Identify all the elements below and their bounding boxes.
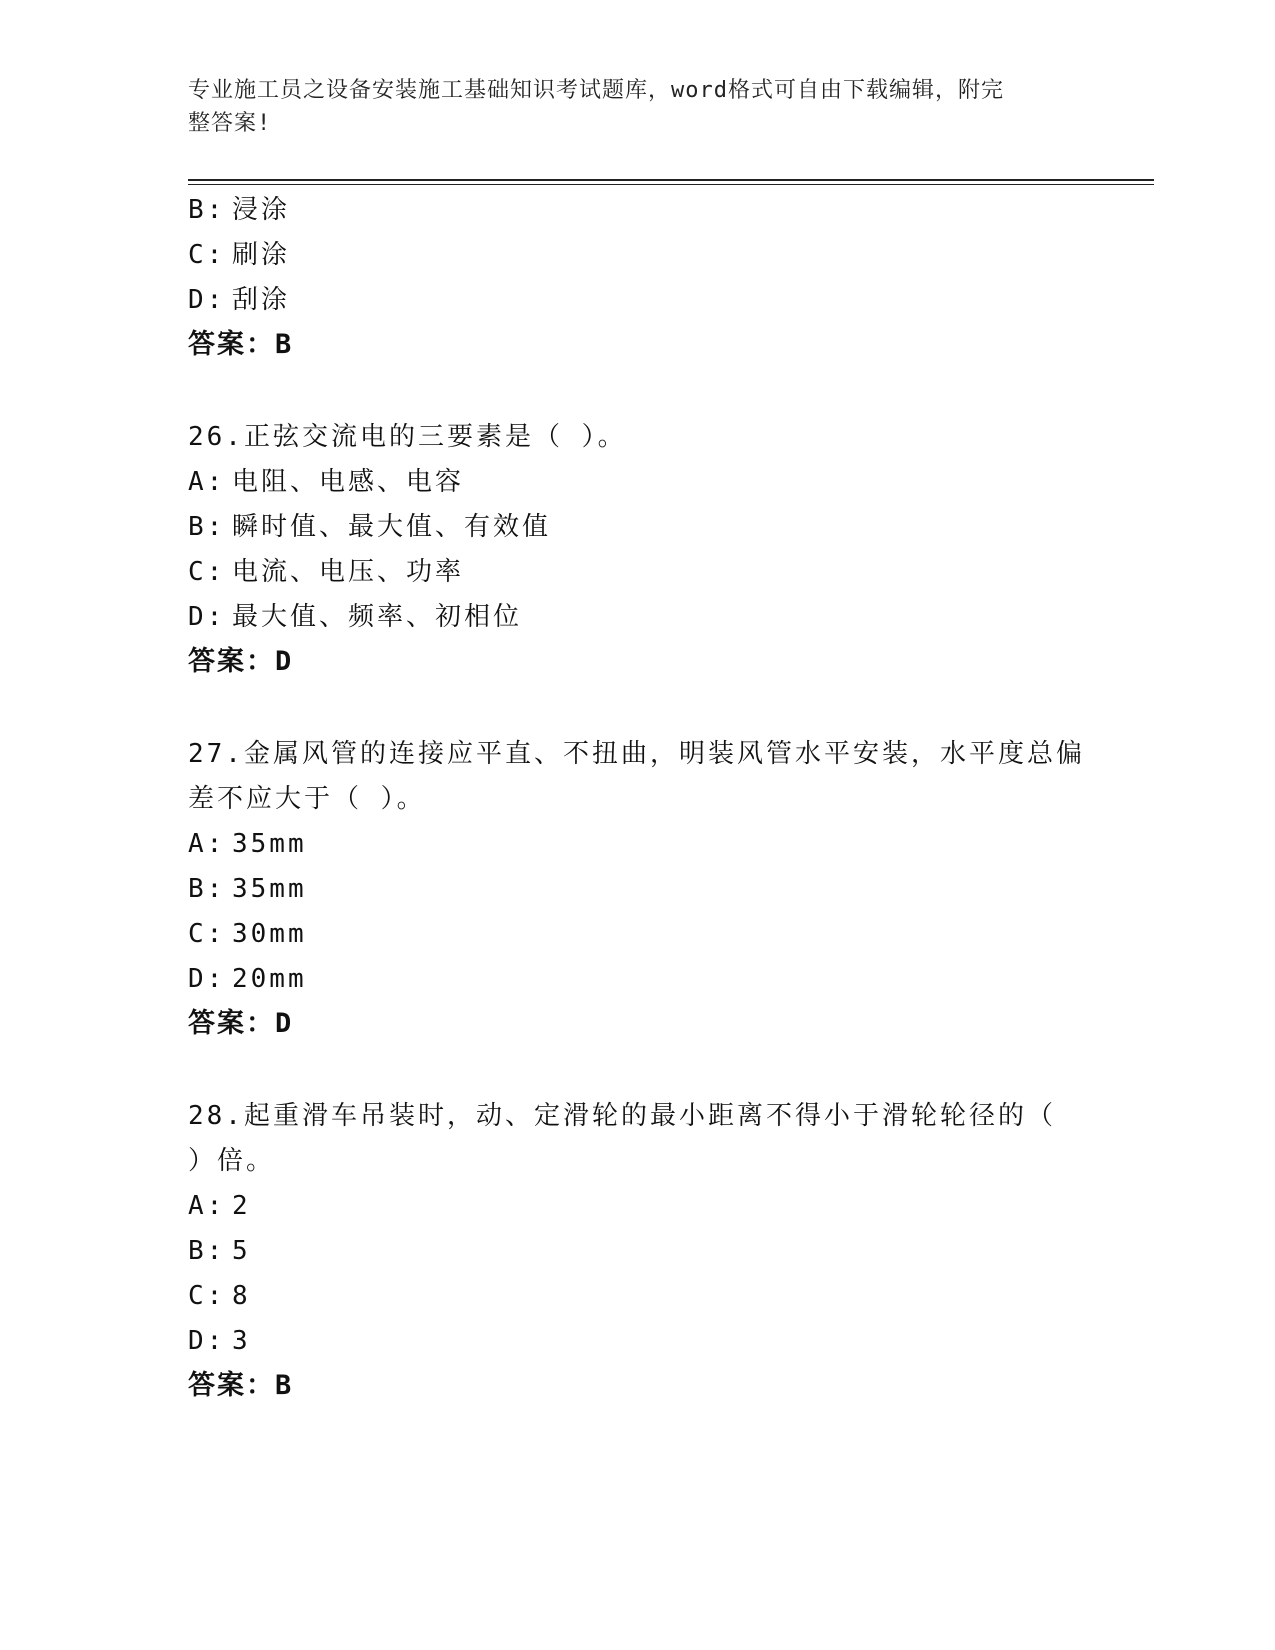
q27-option-d: D: 20mm <box>188 964 307 994</box>
q27-question-line-2: 差不应大于（ ）。 <box>188 784 426 814</box>
q26-option-d: D: 最大值、频率、初相位 <box>188 602 523 632</box>
q26-option-a: A: 电阻、电感、电容 <box>188 467 465 497</box>
q25-option-d: D: 刮涂 <box>188 285 291 315</box>
q28-option-a: A: 2 <box>188 1191 251 1221</box>
q27-answer: 答案：D <box>188 1008 294 1039</box>
document-header <box>188 74 1068 140</box>
header-line-2: 整答案! <box>188 111 272 136</box>
header-line-1: 专业施工员之设备安装施工基础知识考试题库，word格式可自由下载编辑，附完 <box>188 78 1004 103</box>
q28-question-line-1: 28.起重滑车吊装时，动、定滑轮的最小距离不得小于滑轮轮径的（ <box>188 1101 1056 1131</box>
q26-question: 26.正弦交流电的三要素是（ ）。 <box>188 422 627 452</box>
q28-option-d: D: 3 <box>188 1326 251 1356</box>
q26-option-c: C: 电流、电压、功率 <box>188 557 465 587</box>
header-divider-thin <box>188 184 1154 185</box>
q28-question-line-2: ）倍。 <box>188 1146 276 1176</box>
q25-option-b: B: 浸涂 <box>188 195 291 225</box>
q25-option-c: C: 刷涂 <box>188 240 291 270</box>
q28-option-c: C: 8 <box>188 1281 251 1311</box>
q27-question-line-1: 27.金属风管的连接应平直、不扭曲，明装风管水平安装，水平度总偏 <box>188 739 1085 769</box>
q28-option-b: B: 5 <box>188 1236 251 1266</box>
q25-answer: 答案：B <box>188 329 294 360</box>
q28-answer: 答案：B <box>188 1370 294 1401</box>
q26-option-b: B: 瞬时值、最大值、有效值 <box>188 512 552 542</box>
q27-option-c: C: 30mm <box>188 919 307 949</box>
q26-answer: 答案：D <box>188 646 294 677</box>
q27-option-a: A: 35mm <box>188 829 307 859</box>
q27-option-b: B: 35mm <box>188 874 307 904</box>
header-divider-thick <box>188 179 1154 181</box>
